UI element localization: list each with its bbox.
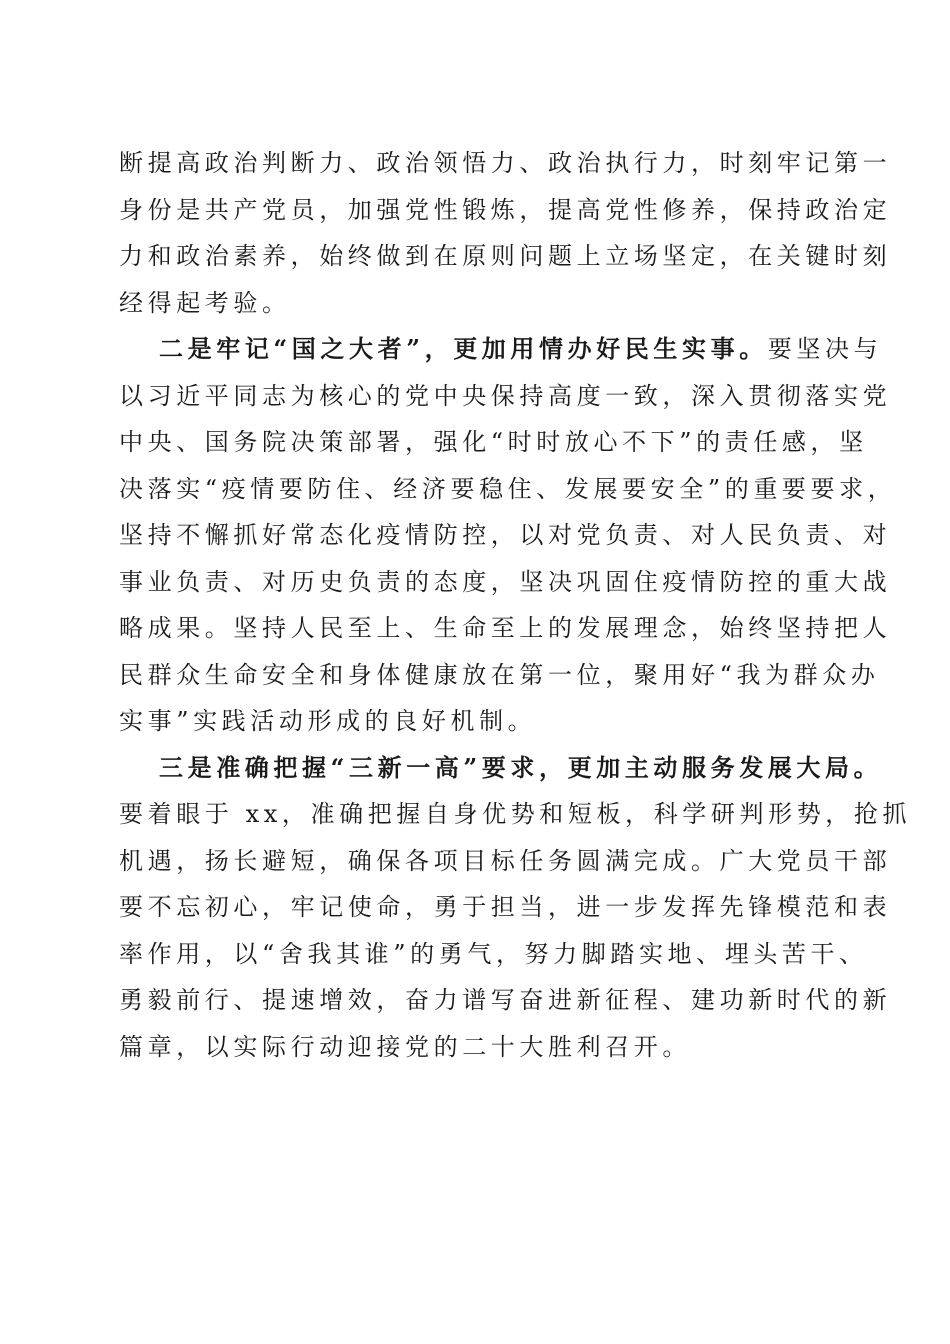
paragraph-1 — [119, 140, 892, 326]
text-line: 实事”实践活动形成的良好机制。 — [119, 707, 537, 735]
text-line: 要着眼于 xx，准确把握自身优势和短板，科学研判形势，抢抓 — [119, 800, 912, 828]
text-line: 民群众生命安全和身体健康放在第一位，聚用好“我为群众办 — [119, 660, 880, 689]
text-line: 要不忘初心，牢记使命，勇于担当，进一步发挥先锋模范和表 — [119, 893, 892, 921]
text-line: 力和政治素养，始终做到在原则问题上立场坚定，在关键时刻 — [119, 242, 892, 270]
heading-tail-text: 要坚决与 — [767, 335, 883, 363]
document-body — [119, 140, 912, 1070]
paragraph-heading: 三是准确把握“三新一高”要求，更加主动服务发展大局。 — [159, 752, 883, 782]
text-line: 率作用，以“舍我其谁”的勇气，努力脚踏实地、埋头苦干、 — [119, 939, 868, 968]
text-line: 决落实“疫情要防住、经济要稳住、发展要安全”的重要要求， — [119, 474, 897, 503]
paragraph-3 — [119, 745, 912, 1071]
text-line: 断提高政治判断力、政治领悟力、政治执行力，时刻牢记第一 — [119, 149, 892, 177]
text-line: 略成果。坚持人民至上、生命至上的发展理念，始终坚持把人 — [119, 614, 892, 642]
text-line: 经得起考验。 — [119, 288, 291, 317]
text-line: 中央、国务院决策部署，强化“时时放心不下”的责任感，坚 — [119, 428, 868, 456]
text-line: 勇毅前行、提速增效，奋力谱写奋进新征程、建功新时代的新 — [119, 986, 892, 1014]
text-line: 身份是共产党员，加强党性锻炼，提高党性修养，保持政治定 — [119, 195, 892, 224]
paragraph-heading-line — [119, 326, 883, 373]
paragraph-heading: 二是牢记“国之大者”，更加用情办好民生实事。 — [159, 334, 768, 363]
paragraph-2 — [119, 326, 897, 745]
text-line: 篇章，以实际行动迎接党的二十大胜利召开。 — [119, 1032, 691, 1061]
text-line: 以习近平同志为核心的党中央保持高度一致，深入贯彻落实党 — [119, 381, 892, 410]
text-line: 机遇，扬长避短，确保各项目标任务圆满完成。广大党员干部 — [119, 846, 892, 875]
paragraph-heading-line — [119, 745, 883, 792]
text-line: 事业负责、对历史负责的态度，坚决巩固住疫情防控的重大战 — [119, 567, 892, 596]
text-line: 坚持不懈抓好常态化疫情防控，以对党负责、对人民负责、对 — [119, 521, 892, 549]
